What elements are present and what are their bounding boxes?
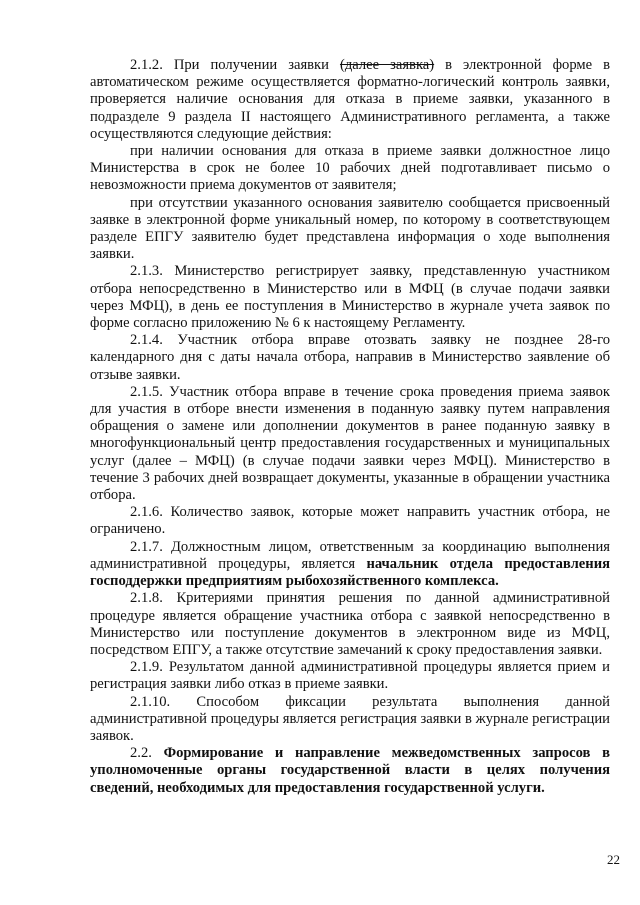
paragraph-2-1-4: 2.1.4. Участник отбора вправе отозвать заявку не позднее 28-го календарного дня с даты начала отбора, направив в Министерство заявление об отзыве заявки. [90, 332, 610, 383]
paragraph-2-1-2-refusal: при наличии основания для отказа в приеме заявки должностное лицо Министерства в срок не более 10 рабочих дней подготавливает письмо о невозможности приема документов от заявителя; [90, 143, 610, 194]
page-number: 22 [607, 852, 620, 867]
paragraph-2-1-2-lead: 2.1.2. При получении заявки [130, 57, 340, 73]
section-heading-2-2: Формирование и направление межведомственных запросов в уполномоченные органы государственной власти в целях получения сведений, необходимых для предоставления государственной услуги. [90, 745, 610, 796]
paragraph-2-1-2-rest: в электронной форме в автоматическом режиме осуществляется форматно-логический контроль заявки, проверяется наличие основания для отказа в приеме заявки, указанного в подразделе 9 раздела II настоящего Административного регламента, а также осуществляются следующие действия: [90, 57, 611, 142]
struck-text: (далее заявка) [339, 57, 435, 73]
paragraph-2-1-7-lead: 2.1.7. Должностным лицом, ответственным за координацию выполнения административной процедуры, является [90, 538, 610, 572]
paragraph-2-1-2-accept: при отсутствии указанного основания заявителю сообщается присвоенный заявке в электронной форме уникальный номер, по которому в соответствующем разделе ЕПГУ заявителю будет представлена информация о ходе выполнения заявки. [90, 194, 610, 263]
paragraph-2-1-3: 2.1.3. Министерство регистрирует заявку, представленную участником отбора непосредственно в Министерство или в МФЦ (в случае подачи заявки через МФЦ), в день ее поступления в Министерство в журнале учета заявок по форме согласно приложению № 6 к настоящему Регламенту. [90, 263, 610, 332]
document-page [90, 57, 610, 797]
paragraph-2-2 [90, 745, 610, 797]
paragraph-2-1-5: 2.1.5. Участник отбора вправе в течение срока проведения приема заявок для участия в отборе внести изменения в поданную заявку путем направления обращения о замене или дополнении документов в ранее поданную заявку в многофункциональный центр предоставления государственных и муниципальных услуг (далее – МФЦ) (в случае подачи заявки через МФЦ). Министерство в течение 3 рабочих дней возвращает документы, указанные в обращении участника отбора. [90, 383, 610, 504]
paragraph-2-1-7 [90, 539, 610, 591]
paragraph-2-1-7-bold: начальник отдела предоставления господдержки предприятиям рыбохозяйственного комплекса. [90, 555, 610, 590]
paragraph-2-2-lead: 2.2. [130, 745, 164, 762]
paragraph-2-1-8: 2.1.8. Критериями принятия решения по данной административной процедуре является обращение участника отбора с заявкой непосредственно в Министерство или поступление документов в электронном виде из МФЦ, посредством ЕПГУ, а также отсутствие замечаний к сроку предоставления заявки. [90, 590, 610, 658]
paragraph-2-1-6: 2.1.6. Количество заявок, которые может направить участник отбора, не ограничено. [90, 504, 610, 538]
paragraph-2-1-9: 2.1.9. Результатом данной административной процедуры является прием и регистрация заявки либо отказ в приеме заявки. [90, 659, 610, 693]
paragraph-2-1-10: 2.1.10. Способом фиксации результата выполнения данной административной процедуры является регистрация заявки в журнале регистрации заявок. [90, 693, 610, 744]
paragraph-2-1-2 [90, 57, 610, 143]
